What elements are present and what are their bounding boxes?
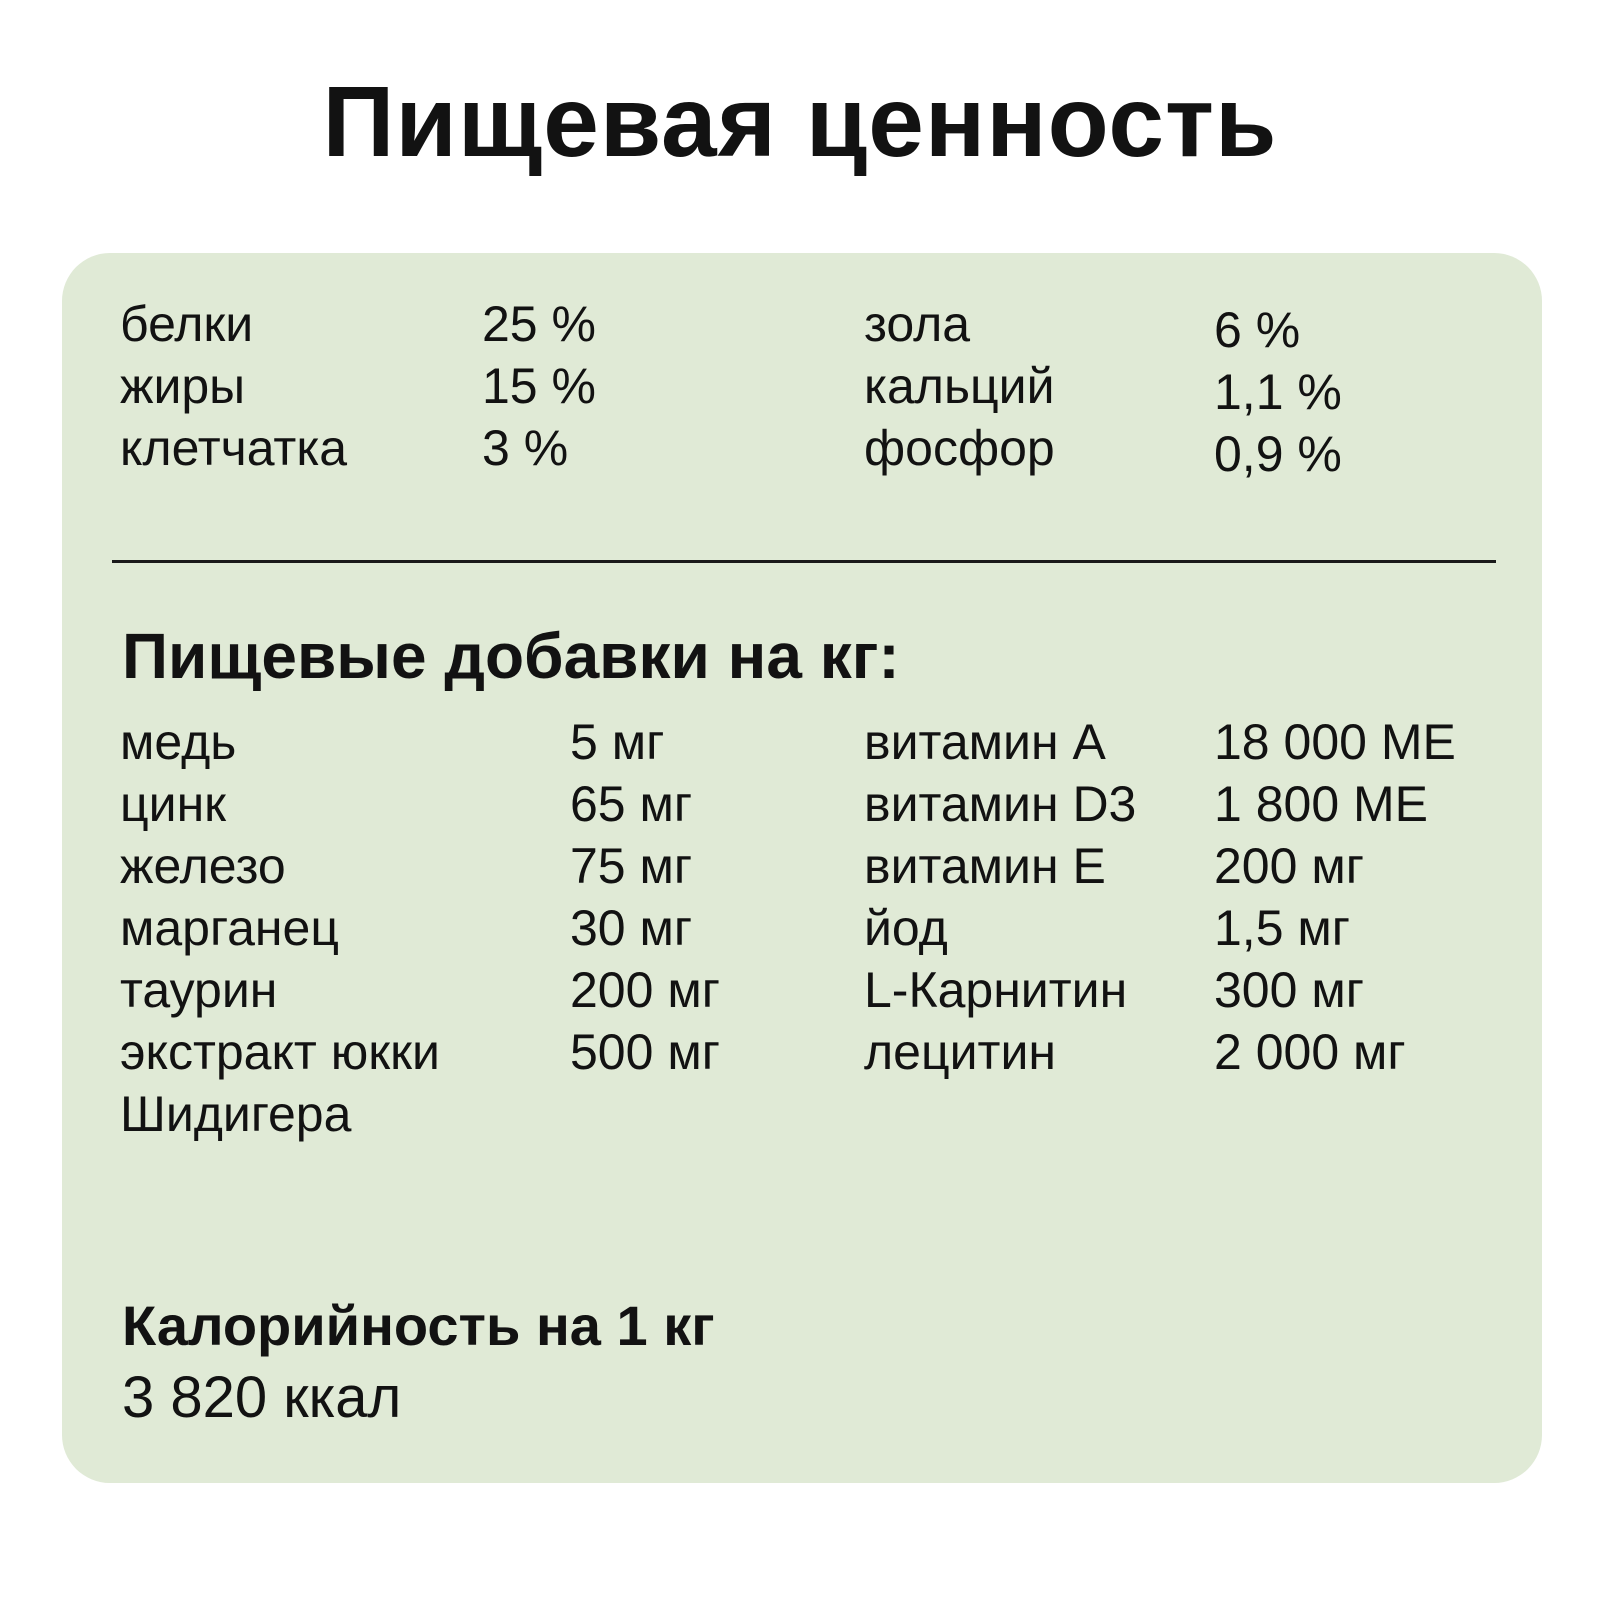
additive-value: 5 мг <box>570 714 665 770</box>
additive-value: 30 мг <box>570 900 693 956</box>
composition-name: клетчатка <box>120 420 348 476</box>
additive-name: таурин <box>120 962 278 1018</box>
composition-value: 3 % <box>482 420 569 476</box>
composition-name: жиры <box>120 358 246 414</box>
additives-left-values <box>570 711 720 1083</box>
composition-value: 0,9 % <box>1214 426 1342 482</box>
additive-name: экстракт юкки <box>120 1024 440 1080</box>
composition-name: кальций <box>864 358 1055 414</box>
section-divider <box>112 560 1496 563</box>
calories-title: Калорийность на 1 кг <box>122 1294 715 1357</box>
additive-name: лецитин <box>864 1024 1056 1080</box>
additive-name: цинк <box>120 776 227 832</box>
additive-name: йод <box>864 900 948 956</box>
additives-left-names <box>120 711 440 1145</box>
additive-name: витамин A <box>864 714 1106 770</box>
additive-value: 1,5 мг <box>1214 900 1351 956</box>
additive-name: витамин D3 <box>864 776 1137 832</box>
additive-value: 500 мг <box>570 1024 720 1080</box>
additives-title: Пищевые добавки на кг: <box>122 620 900 692</box>
composition-left-names <box>120 293 347 479</box>
composition-left-values <box>482 293 596 479</box>
composition-name: белки <box>120 296 254 352</box>
composition-name: зола <box>864 296 971 352</box>
composition-name: фосфор <box>864 420 1055 476</box>
additive-value: 75 мг <box>570 838 693 894</box>
composition-right-values <box>1214 299 1342 485</box>
additive-name: витамин E <box>864 838 1106 894</box>
additive-value: 18 000 МЕ <box>1214 714 1456 770</box>
additive-value: 2 000 мг <box>1214 1024 1406 1080</box>
additive-name: L-Карнитин <box>864 962 1128 1018</box>
additive-value: 200 мг <box>1214 838 1364 894</box>
composition-right-names <box>864 293 1055 479</box>
additive-value: 65 мг <box>570 776 693 832</box>
composition-value: 1,1 % <box>1214 364 1342 420</box>
composition-value: 15 % <box>482 358 596 414</box>
additive-name: железо <box>120 838 286 894</box>
nutrition-card <box>62 253 1542 1483</box>
additive-value: 1 800 МЕ <box>1214 776 1429 832</box>
additive-name-continued: Шидигера <box>120 1086 352 1142</box>
additive-value: 200 мг <box>570 962 720 1018</box>
calories-value: 3 820 ккал <box>122 1365 402 1430</box>
additives-right-names <box>864 711 1136 1083</box>
additive-value: 300 мг <box>1214 962 1364 1018</box>
additives-right-values <box>1214 711 1456 1083</box>
page-title: Пищевая ценность <box>322 66 1278 178</box>
additive-name: марганец <box>120 900 339 956</box>
composition-value: 6 % <box>1214 302 1301 358</box>
additive-name: медь <box>120 714 237 770</box>
composition-value: 25 % <box>482 296 596 352</box>
